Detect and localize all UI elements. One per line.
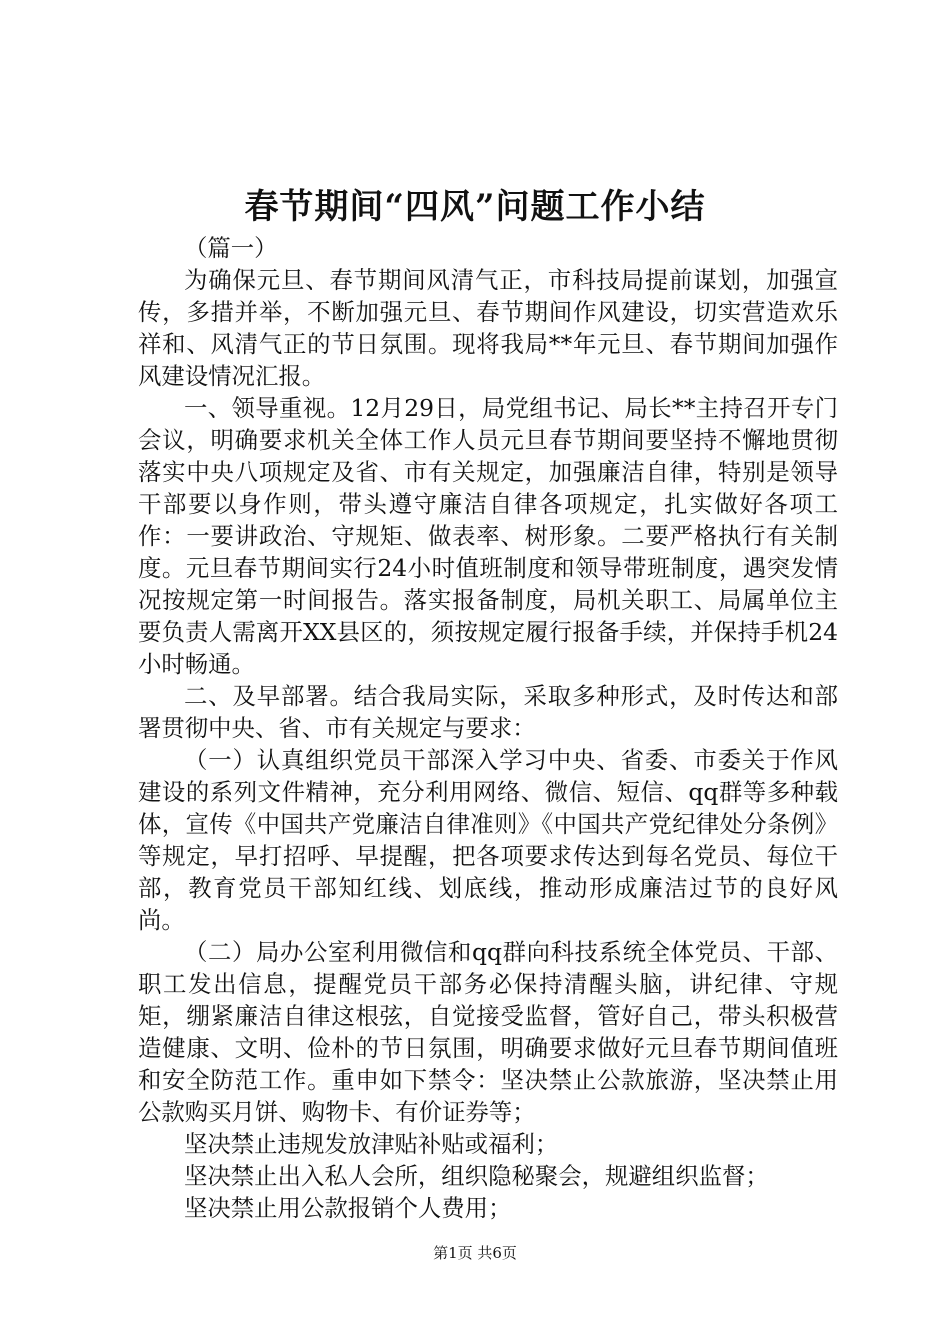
document-body — [138, 232, 838, 1224]
paragraph-leadership: 一、领导重视。12月29日，局党组书记、局长**主持召开专门会议，明确要求机关全体工作人员元旦春节期间要坚持不懈地贯彻落实中央八项规定及省、市有关规定，加强廉洁自律，特别是领导干部要以身作则，带头遵守廉洁自律各项规定，扎实做好各项工作：一要讲政治、守规矩、做表率、树形象。二要严格执行有关制度。元旦春节期间实行24小时值班制度和领导带班制度，遇突发情况按规定第一时间报告。落实报备制度，局机关职工、局属单位主要负责人需离开XX县区的，须按规定履行报备手续，并保持手机24小时畅通。 — [138, 394, 838, 678]
paragraph-deployment: 二、及早部署。结合我局实际，采取多种形式，及时传达和部署贯彻中央、省、市有关规定与要求： — [138, 682, 838, 742]
page-footer: 第1页 共6页 — [433, 1244, 517, 1262]
paragraph-office-notice: （二）局办公室利用微信和qq群向科技系统全体党员、干部、职工发出信息，提醒党员干部务必保持清醒头脑，讲纪律、守规矩，绷紧廉洁自律这根弦，自觉接受监督，管好自己，带头积极营造健康、文明、俭朴的节日氛围，明确要求做好元旦春节期间值班和安全防范工作。重申如下禁令：坚决禁止公款旅游，坚决禁止用公款购买月饼、购物卡、有价证券等； — [138, 938, 838, 1126]
section-label: （篇一） — [184, 234, 278, 262]
document-title: 春节期间“四风”问题工作小结 — [244, 187, 706, 227]
paragraph-study: （一）认真组织党员干部深入学习中央、省委、市委关于作风建设的系列文件精神，充分利用网络、微信、短信、qq群等多种载体，宣传《中国共产党廉洁自律准则》《中国共产党纪律处分条例》等规定，早打招呼、早提醒，把各项要求传达到每名党员、每位干部，教育党员干部知红线、划底线，推动形成廉洁过节的良好风尚。 — [138, 746, 838, 934]
prohibition-item: 坚决禁止违规发放津贴补贴或福利； — [184, 1130, 559, 1158]
prohibition-item: 坚决禁止用公款报销个人费用； — [184, 1194, 512, 1222]
paragraph-intro: 为确保元旦、春节期间风清气正，市科技局提前谋划，加强宣传，多措并举，不断加强元旦、春节期间作风建设，切实营造欢乐祥和、风清气正的节日氛围。现将我局**年元旦、春节期间加强作风建设情况汇报。 — [138, 266, 838, 390]
prohibition-item: 坚决禁止出入私人会所，组织隐秘聚会，规避组织监督； — [184, 1162, 769, 1190]
